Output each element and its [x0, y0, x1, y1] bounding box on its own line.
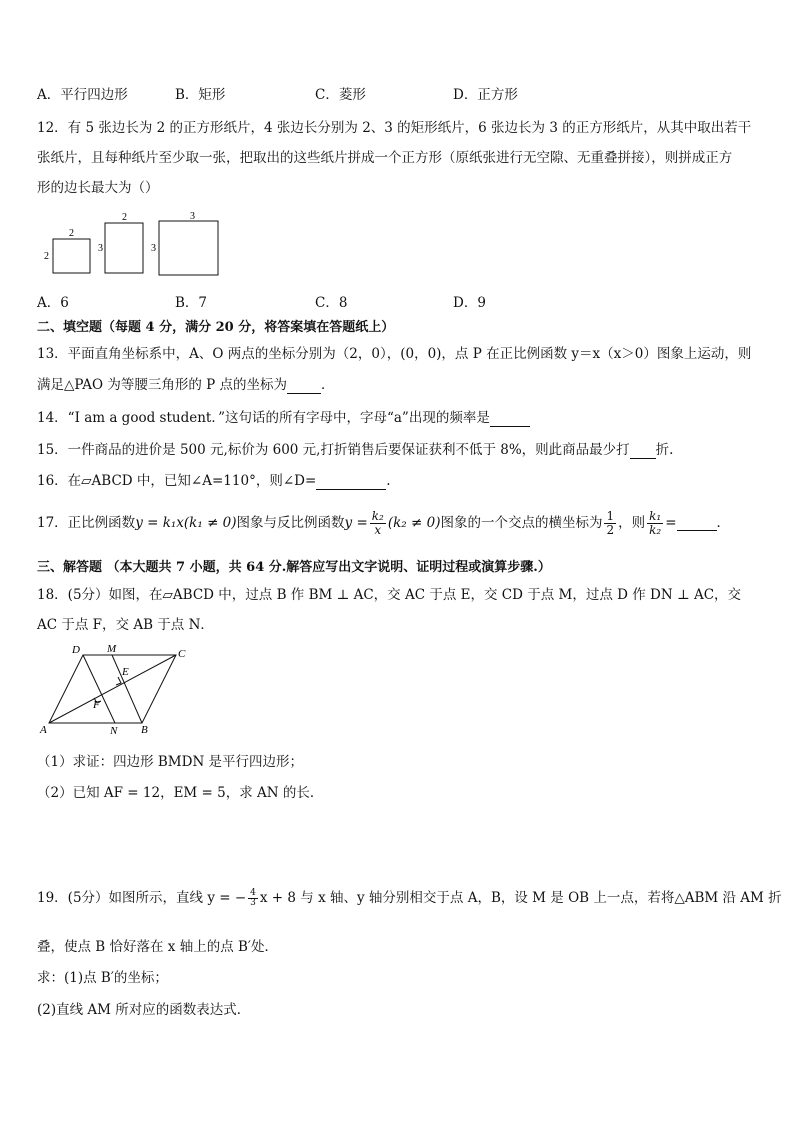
- q18-line1: 18．(5分）如图，在▱ABCD 中，过点 B 作 BM ⊥ AC，交 AC 于点 E，交 CD 于点 M，过点 D 作 DN ⊥ AC，交: [37, 587, 742, 603]
- rectangle-2x3: [105, 223, 143, 273]
- q12-line3: 形的边长最大为（）: [37, 180, 159, 196]
- q11-option-c: C．菱形: [315, 87, 366, 103]
- diagonal-ac: [49, 655, 176, 723]
- q17-inverse-fraction: [370, 510, 386, 536]
- label-rect-top: 2: [122, 212, 127, 223]
- q16-line: [37, 469, 391, 490]
- q13-line1: 13．平面直角坐标系中，A、O 两点的坐标分别为（2，0），(0，0)，点 P 在正比例函数 y＝x（x＞0）图象上运动，则: [37, 346, 752, 362]
- q19-text-a: 19．(5分）如图所示，直线 y = −: [37, 890, 247, 906]
- q12-paper-figure: [40, 208, 230, 280]
- q17-inverse-den: x: [374, 523, 382, 537]
- q11-option-b: B．矩形: [175, 87, 226, 103]
- q17-answer-blank: [677, 516, 717, 531]
- q13-answer-blank: [287, 377, 321, 394]
- q16-text: 16．在▱ABCD 中，已知∠A=110°，则∠D=: [37, 473, 317, 489]
- q17-half-num: 1: [606, 509, 615, 524]
- q19-slope-den: 3: [250, 898, 256, 908]
- q18-sub1: （1）求证：四边形 BMDN 是平行四边形；: [37, 754, 304, 770]
- q13-text: 满足△PAO 为等腰三角形的 P 点的坐标为: [37, 377, 288, 393]
- q15-answer-blank: [630, 442, 656, 459]
- label-square-top: 2: [69, 228, 74, 239]
- q17-text-d: ，则: [618, 515, 646, 531]
- segment-dn: [83, 655, 115, 723]
- q17-half-den: 2: [606, 523, 615, 537]
- q14-line: [37, 406, 530, 427]
- q17-text-a: 17．正比例函数: [37, 515, 136, 531]
- q17-half-fraction: [604, 510, 616, 536]
- section-solution-heading: 三、解答题 （本大题共 7 小题，共 64 分.解答应写出文字说明、证明过程或演算步骤.）: [37, 560, 551, 575]
- q19-slope-num: 4: [250, 887, 256, 898]
- q17-direct-function: y = k₁x(k₁ ≠ 0): [135, 515, 237, 531]
- q19-line4: (2)直线 AM 所对应的函数表达式．: [37, 1002, 251, 1018]
- q12-option-a: A．6: [37, 295, 69, 311]
- label-b: B: [141, 724, 148, 736]
- q12-line2: 张纸片，且每种纸片至少取一张，把取出的这些纸片拼成一个正方形（原纸张进行无空隙、无重叠拼接），则拼成正方: [37, 150, 733, 166]
- q16-answer-blank: [316, 473, 386, 490]
- q13-end: ．: [321, 377, 335, 393]
- q14-answer-blank: [490, 410, 530, 427]
- q15-line: [37, 438, 673, 459]
- q18-parallelogram-figure: [36, 638, 196, 738]
- label-a: A: [40, 724, 47, 736]
- q17-text-c: 图象的一个交点的横坐标为: [440, 515, 603, 531]
- label-rect-side: 3: [98, 243, 103, 254]
- square-3x3: [159, 221, 218, 275]
- q15-text: 15．一件商品的进价是 500 元,标价为 600 元,打折销售后要保证获利不低于 8%，则此商品最少打: [37, 442, 630, 458]
- q12-option-d: D．9: [453, 295, 486, 311]
- q17-text-e: =: [665, 515, 677, 531]
- q14-text: 14．“I am a good student．”这句话的所有字母中，字母“a”出现的频率是: [37, 410, 490, 426]
- square-2x2: [53, 239, 90, 273]
- label-c: C: [178, 648, 186, 660]
- q19-text-b: x + 8 与 x 轴、y 轴分别相交于点 A，B，设 M 是 OB 上一点，若将△ABM 沿 AM 折: [259, 890, 782, 906]
- q17-ratio-num: k₁: [649, 509, 662, 524]
- label-m: M: [107, 643, 117, 655]
- q12-line1: 12．有 5 张边长为 2 的正方形纸片，4 张边长分别为 2、3 的矩形纸片，6 张边长为 3 的正方形纸片，从其中取出若干: [37, 120, 752, 136]
- q19-line2: 叠，使点 B 恰好落在 x 轴上的点 B′处．: [37, 939, 278, 955]
- section-fill-in-heading: 二、填空题（每题 4 分，满分 20 分，将答案填在答题纸上）: [37, 320, 395, 335]
- q11-option-a: A．平行四边形: [37, 87, 128, 103]
- q19-line1: [37, 880, 782, 916]
- q12-option-b: B．7: [175, 295, 208, 311]
- q17-ratio-den: k₂: [649, 523, 662, 537]
- label-square-side: 2: [44, 251, 49, 262]
- label-f: F: [93, 699, 100, 711]
- q12-option-c: C．8: [315, 295, 348, 311]
- right-angle-mark-e: [116, 677, 121, 685]
- q15-end: 折.: [655, 442, 674, 458]
- q18-sub2: （2）已知 AF = 12，EM = 5，求 AN 的长．: [37, 785, 324, 801]
- q19-line3: 求：(1)点 B′的坐标；: [37, 970, 168, 986]
- q17-text-b: 图象与反比例函数: [236, 515, 345, 531]
- q11-option-d: D．正方形: [453, 87, 518, 103]
- q13-line2: [37, 373, 335, 394]
- q17-inverse-lhs: y =: [344, 515, 368, 531]
- q17-line: [37, 503, 730, 543]
- q17-ratio-fraction: [647, 510, 663, 536]
- q18-line2: AC 于点 F，交 AB 于点 N．: [37, 617, 214, 633]
- label-d: D: [72, 644, 80, 656]
- label-big-side: 3: [151, 243, 156, 254]
- q19-slope-fraction: [248, 889, 258, 909]
- q17-inverse-num: k₂: [371, 509, 384, 524]
- q17-end: ．: [716, 515, 731, 531]
- label-n: N: [110, 725, 118, 737]
- label-big-top: 3: [190, 211, 195, 222]
- q16-end: .: [386, 473, 391, 489]
- q17-inverse-rhs: (k₂ ≠ 0): [387, 515, 441, 531]
- label-e: E: [122, 666, 129, 678]
